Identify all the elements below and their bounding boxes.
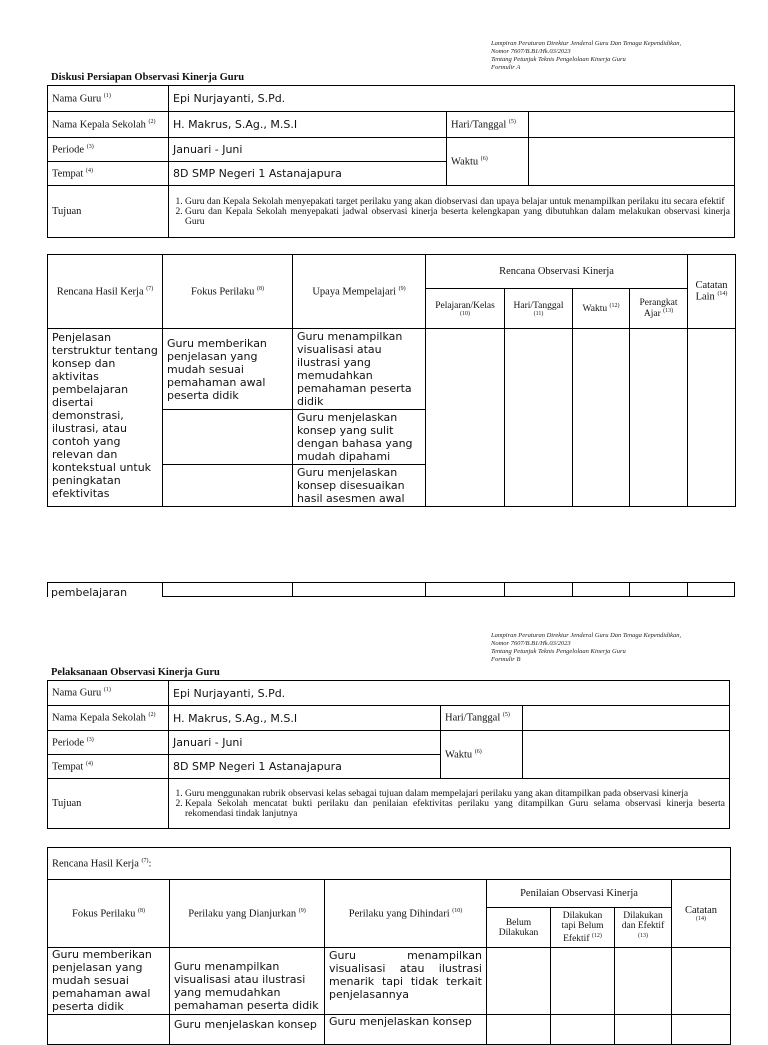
tempat-label: Tempat $^{(4)}$ — [48, 162, 169, 186]
hari-tanggal-value — [523, 706, 730, 731]
dihindari-text: Guru menjelaskan konsep — [325, 1015, 487, 1045]
dihindari-text: Guru menampilkan visualisasi atau ilustrasi menarik tapi tidak terkait penjelasannya — [325, 948, 487, 1015]
form-b-observation-table — [47, 847, 731, 1045]
rhk-text: Penjelasan terstruktur tentang konsep dan aktivitas pembelajaran disertai demonstrasi, ilustrasi, atau contoh yang relevan dan kontekstual untuk peningkatan efektivitas — [48, 329, 163, 507]
hari-tanggal-header: Hari/Tanggal (11) — [505, 289, 573, 329]
kepala-sekolah-label: Nama Kepala Sekolah $^{(2)}$ — [48, 112, 169, 138]
perangkat-ajar-header: Perangkat Ajar $^{(13)}$ — [630, 289, 688, 329]
dianjurkan-text: Guru menampilkan visualisasi atau ilustrasi yang memudahkan pemahaman peserta didik — [170, 948, 325, 1015]
tempat-value: 8D SMP Negeri 1 Astanajapura — [169, 162, 447, 186]
empty-cell — [672, 948, 731, 1015]
waktu-value — [529, 138, 735, 186]
nama-guru-label: Nama Guru $^{(1)}$ — [48, 86, 169, 112]
hari-tanggal-label: Hari/Tanggal $^{(5)}$ — [447, 112, 529, 138]
empty-cell — [163, 465, 293, 507]
tujuan-item: 2. Guru dan Kepala Sekolah menyepakati jadwal observasi kinerja beserta kelengkapan yang dibutuhkan dalam melakukan observasi kinerja Guru — [185, 207, 730, 227]
form-b-rhk-label: Rencana Hasil Kerja $^{(7)}$: — [48, 848, 731, 880]
rencana-observasi-header: Rencana Observasi Kinerja — [426, 255, 688, 289]
empty-cell — [672, 1015, 731, 1045]
waktu-value — [523, 731, 730, 779]
belum-dilakukan-header: Belum Dilakukan — [487, 908, 551, 948]
empty-cell — [630, 329, 688, 507]
upaya-item: Guru menampilkan visualisasi atau ilustrasi yang memudahkan pemahaman peserta didik — [293, 329, 426, 410]
tujuan-item: 1. Guru dan Kepala Sekolah menyepakati target perilaku yang akan diobservasi dan upaya belajar untuk menampilkan perilaku itu secara efektif — [185, 197, 730, 207]
periode-label: Periode $^{(3)}$ — [48, 731, 169, 755]
kepala-sekolah-label: Nama Kepala Sekolah $^{(2)}$ — [48, 706, 169, 731]
tujuan-item: 2. Kepala Sekolah mencatat bukti perilaku dan penilaian efektivitas perilaku yang ditampilkan Guru selama observasi kinerja beserta rekomendasi tindak lanjutnya — [185, 799, 725, 819]
fokus-text: Guru memberikan penjelasan yang mudah sesuai pemahaman awal peserta didik — [48, 948, 170, 1015]
upaya-item: Guru menjelaskan konsep disesuaikan hasil asesmen awal — [293, 465, 426, 507]
empty-cell — [615, 948, 672, 1015]
tujuan-list — [169, 186, 735, 238]
form-b-title: Pelaksanaan Observasi Kinerja Guru — [51, 667, 220, 678]
empty-cell — [487, 1015, 551, 1045]
tempat-value: 8D SMP Negeri 1 Astanajapura — [169, 755, 441, 779]
dianjurkan-text: Guru menjelaskan konsep — [170, 1015, 325, 1045]
overflow-text: pembelajaran — [51, 586, 128, 599]
empty-cell — [551, 1015, 615, 1045]
upaya-item: Guru menjelaskan konsep yang sulit dengan bahasa yang mudah dipahami — [293, 410, 426, 465]
empty-cell — [48, 1015, 170, 1045]
empty-cell — [573, 329, 630, 507]
empty-cell — [551, 948, 615, 1015]
empty-cell — [688, 329, 736, 507]
form-a-plan-table — [47, 254, 736, 507]
periode-value: Januari - Juni — [169, 138, 447, 162]
form-b-info-table — [47, 680, 730, 829]
empty-cell — [615, 1015, 672, 1045]
waktu-header: Waktu $^{(12)}$ — [573, 289, 630, 329]
fokus-header: Fokus Perilaku $^{(8)}$ — [163, 255, 293, 329]
empty-cell — [426, 329, 505, 507]
fokus-header: Fokus Perilaku $^{(8)}$ — [48, 880, 170, 948]
waktu-label: Waktu $^{(6)}$ — [447, 138, 529, 186]
belum-efektif-header: Dilakukan tapi Belum Efektif $^{(12)}$ — [551, 908, 615, 948]
kepala-sekolah-value: H. Makrus, S.Ag., M.S.I — [169, 706, 441, 731]
catatan-lain-header: Catatan Lain $^{(14)}$ — [688, 255, 736, 329]
rhk-header: Rencana Hasil Kerja $^{(7)}$ — [48, 255, 163, 329]
dihindari-header: Perilaku yang Dihindari $^{(10)}$ — [325, 880, 487, 948]
nama-guru-value: Epi Nurjayanti, S.Pd. — [169, 86, 735, 112]
nama-guru-label: Nama Guru $^{(1)}$ — [48, 681, 169, 706]
periode-label: Periode $^{(3)}$ — [48, 138, 169, 162]
empty-cell — [487, 948, 551, 1015]
form-a-info-table — [47, 85, 735, 238]
nama-guru-value: Epi Nurjayanti, S.Pd. — [169, 681, 730, 706]
form-a-regulation-note: Lampiran Peraturan Direktur Jenderal Guru Dan Tenaga Kependidikan, Nomor 7607/B.B1/Hk.03/2023 Tentang Petunjuk Teknis Pengelolaan Kinerja Guru Formulir A — [491, 40, 682, 71]
tujuan-label: Tujuan — [48, 779, 169, 829]
form-a-overflow-row — [47, 582, 735, 597]
empty-cell — [163, 410, 293, 465]
dianjurkan-header: Perilaku yang Dianjurkan $^{(9)}$ — [170, 880, 325, 948]
empty-cell — [505, 329, 573, 507]
penilaian-header: Penilaian Observasi Kinerja — [487, 880, 672, 908]
tujuan-item: 1. Guru menggunakan rubrik observasi kelas sebagai tujuan dalam mempelajari perilaku yang akan ditampilkan pada observasi kinerja — [185, 789, 725, 799]
form-b-regulation-note: Lampiran Peraturan Direktur Jenderal Guru Dan Tenaga Kependidikan, Nomor 7607/B.B1/Hk.03/2023 Tentang Petunjuk Teknis Pengelolaan Kinerja Guru Formulir B — [491, 632, 682, 663]
hari-tanggal-value — [529, 112, 735, 138]
tujuan-list — [169, 779, 730, 829]
tujuan-label: Tujuan — [48, 186, 169, 238]
catatan-header: Catatan (14) — [672, 880, 731, 948]
upaya-header: Upaya Mempelajari $^{(9)}$ — [293, 255, 426, 329]
waktu-label: Waktu $^{(6)}$ — [441, 731, 523, 779]
hari-tanggal-label: Hari/Tanggal $^{(5)}$ — [441, 706, 523, 731]
pelajaran-kelas-header: Pelajaran/Kelas (10) — [426, 289, 505, 329]
kepala-sekolah-value: H. Makrus, S.Ag., M.S.I — [169, 112, 447, 138]
periode-value: Januari - Juni — [169, 731, 441, 755]
tempat-label: Tempat $^{(4)}$ — [48, 755, 169, 779]
fokus-text: Guru memberikan penjelasan yang mudah sesuai pemahaman awal peserta didik — [163, 329, 293, 410]
form-a-title: Diskusi Persiapan Observasi Kinerja Guru — [51, 72, 245, 83]
efektif-header: Dilakukan dan Efektif $^{(13)}$ — [615, 908, 672, 948]
